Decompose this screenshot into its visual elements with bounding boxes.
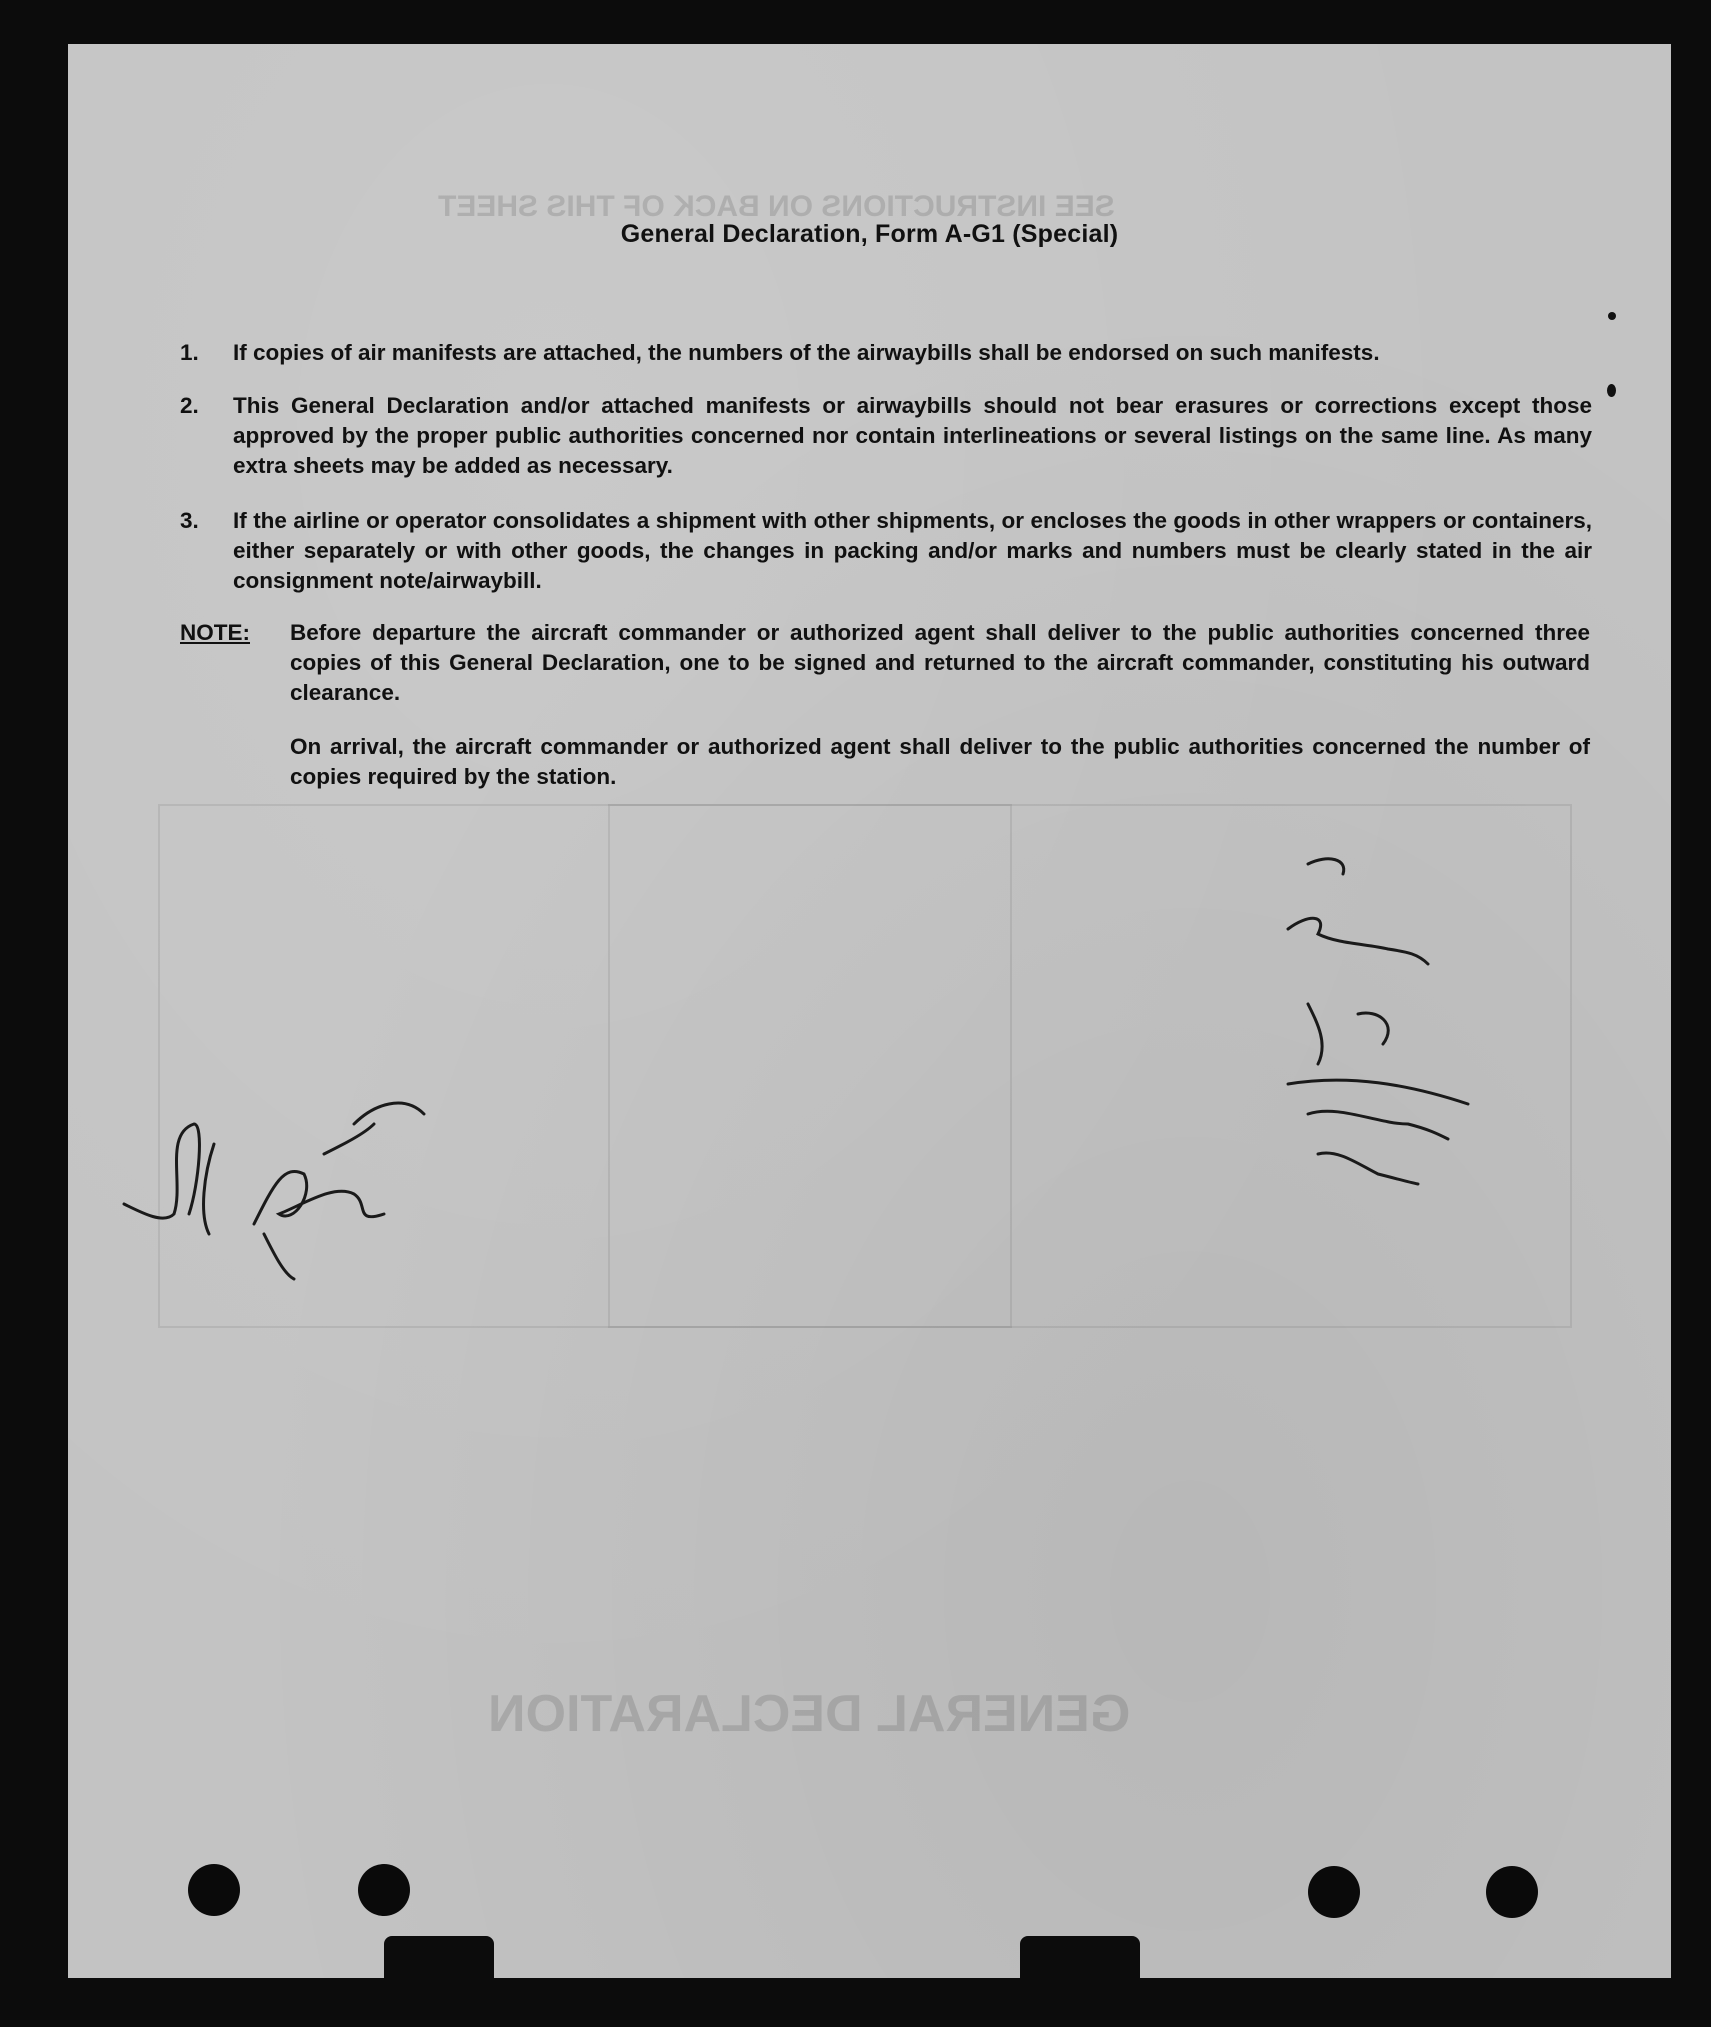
punch-hole [1486,1866,1538,1918]
show-through-heading: SEE INSTRUCTIONS ON BACK OF THIS SHEET [438,190,1115,223]
edge-mark [1608,312,1616,320]
item-number: 3. [180,508,199,533]
form-title: General Declaration, Form A-G1 (Special) [620,220,1119,248]
item-text: If the airline or operator consolidates a shipment with other shipments, or encloses the goods in other wrappers or containers, either separately or with other goods, the changes in packing and/or marks and numbers must be clearly stated in the air consignment note/airwaybill. [233,508,1592,593]
item-number: 2. [180,393,199,418]
item-text: If copies of air manifests are attached, the numbers of the airwaybills shall be endorsed on such manifests. [233,340,1380,365]
binder-tab-left [384,1936,494,1980]
punch-hole [358,1864,410,1916]
handwritten-notation-right [1228,834,1528,1214]
note-paragraph-departure: Before departure the aircraft commander or authorized agent shall deliver to the public authorities concerned three copies of this General Declaration, one to be signed and returned to the aircraft commander, constituting his outward clearance. [290,620,1590,705]
note-paragraph-arrival: On arrival, the aircraft commander or authorized agent shall deliver to the public authorities concerned the number of copies required by the station. [290,734,1590,789]
binder-tab-right [1020,1936,1140,1980]
show-through-table-col [608,804,1012,1328]
show-through-title: GENERAL DECLARATION [488,1685,1131,1743]
item-number: 1. [180,340,199,365]
document-page [68,44,1671,1978]
punch-hole [1308,1866,1360,1918]
note-label: NOTE: [180,620,250,645]
handwritten-signature-left [104,1064,524,1294]
edge-mark [1607,384,1616,397]
punch-hole [188,1864,240,1916]
item-text: This General Declaration and/or attached manifests or airwaybills should not bear erasures or corrections except those approved by the proper public authorities concerned nor contain interlineations or several listings on the same line. As many extra sheets may be added as necessary. [233,393,1592,478]
